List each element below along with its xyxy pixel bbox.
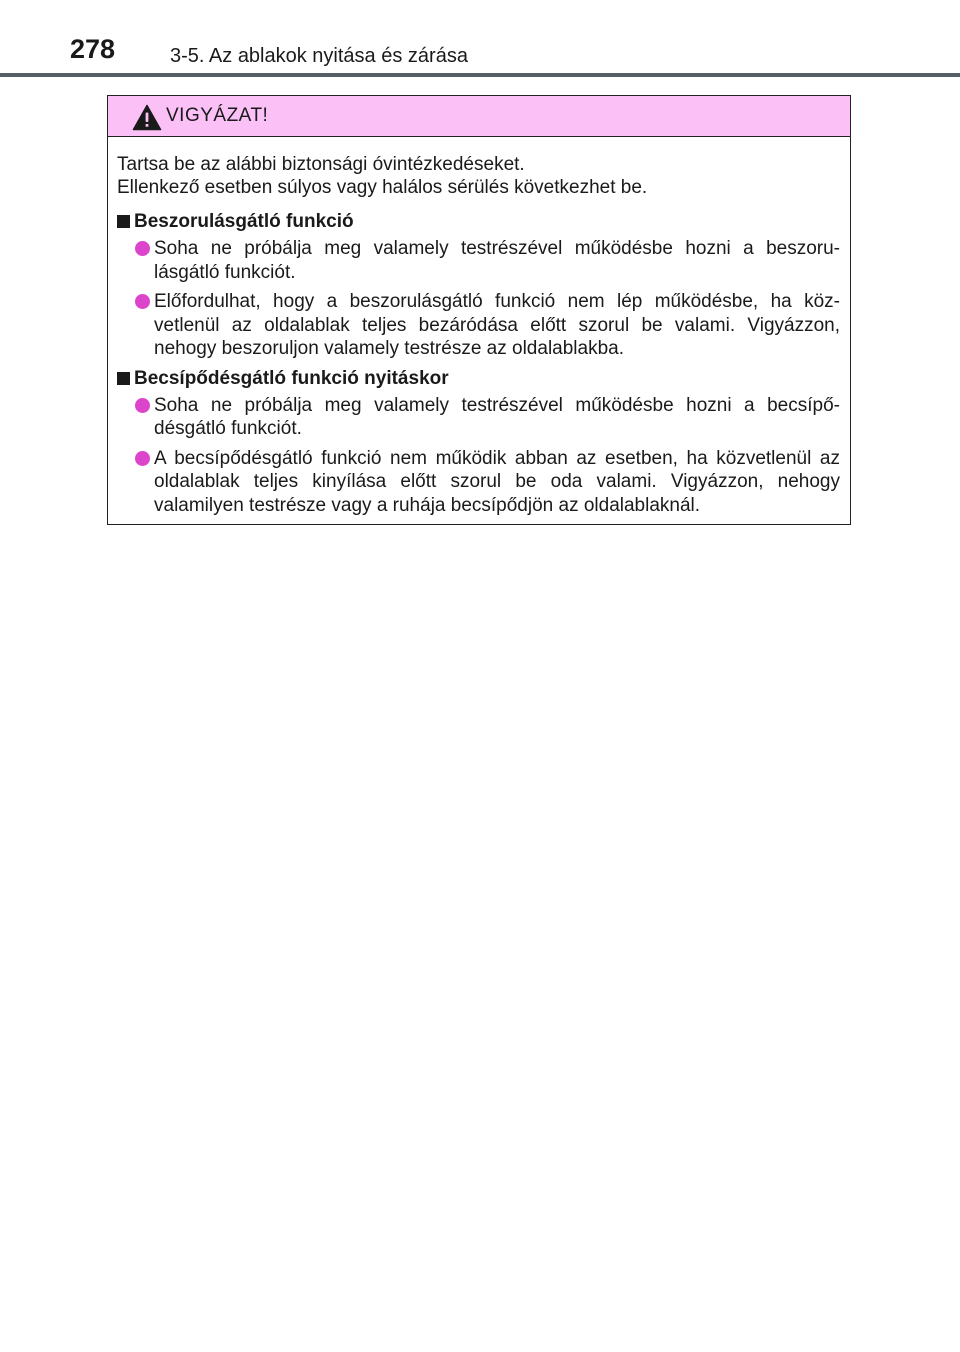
list-item xyxy=(117,237,840,284)
warning-body xyxy=(108,137,850,517)
square-bullet-icon xyxy=(117,372,130,385)
warning-header xyxy=(108,96,850,137)
section-heading-text: Beszorulásgátló funkció xyxy=(134,211,354,232)
list-item-text: A becsípődésgátló funkció nem működik abban az esetben, ha közvetlenül az oldalablak teljes kinyílása előtt szorul be oda valami. Vigyázzon, nehogy valamilyen testrésze vagy a ruhája becsípődjön az oldalablaknál. xyxy=(154,447,840,516)
warning-box xyxy=(107,95,851,525)
page-number: 278 xyxy=(70,34,116,64)
list-item xyxy=(117,394,840,441)
list-item xyxy=(117,447,840,518)
dot-bullet-icon xyxy=(135,451,150,466)
dot-bullet-icon xyxy=(135,398,150,413)
list-item-text: Soha ne próbálja meg valamely testrészével működésbe hozni a beszoru-lásgátló funkciót. xyxy=(154,238,840,283)
section-heading xyxy=(117,210,840,233)
intro-line: Tartsa be az alábbi biztonsági óvintézkedéseket. xyxy=(117,154,525,175)
warning-intro xyxy=(117,153,840,199)
list-item xyxy=(117,290,840,361)
warning-triangle-icon xyxy=(132,104,162,131)
list-item-text: Soha ne próbálja meg valamely testrészével működésbe hozni a becsípő-désgátló funkciót. xyxy=(154,394,840,439)
header-rule xyxy=(0,73,960,77)
dot-bullet-icon xyxy=(135,294,150,309)
warning-title: VIGYÁZAT! xyxy=(166,105,269,126)
section-heading-text: Becsípődésgátló funkció nyitáskor xyxy=(134,367,449,389)
intro-line: Ellenkező esetben súlyos vagy halálos sérülés következhet be. xyxy=(117,177,648,198)
square-bullet-icon xyxy=(117,215,130,228)
page-header xyxy=(0,0,960,80)
list-item-text: Előfordulhat, hogy a beszorulásgátló funkció nem lép működésbe, ha köz-vetlenül az oldalablak teljes bezáródása előtt szorul be valami. Vigyázzon, nehogy beszoruljon valamely testrésze az oldalablakba. xyxy=(154,291,840,359)
section-heading xyxy=(117,367,840,390)
section-title: 3-5. Az ablakok nyitása és zárása xyxy=(170,45,468,67)
dot-bullet-icon xyxy=(135,241,150,256)
